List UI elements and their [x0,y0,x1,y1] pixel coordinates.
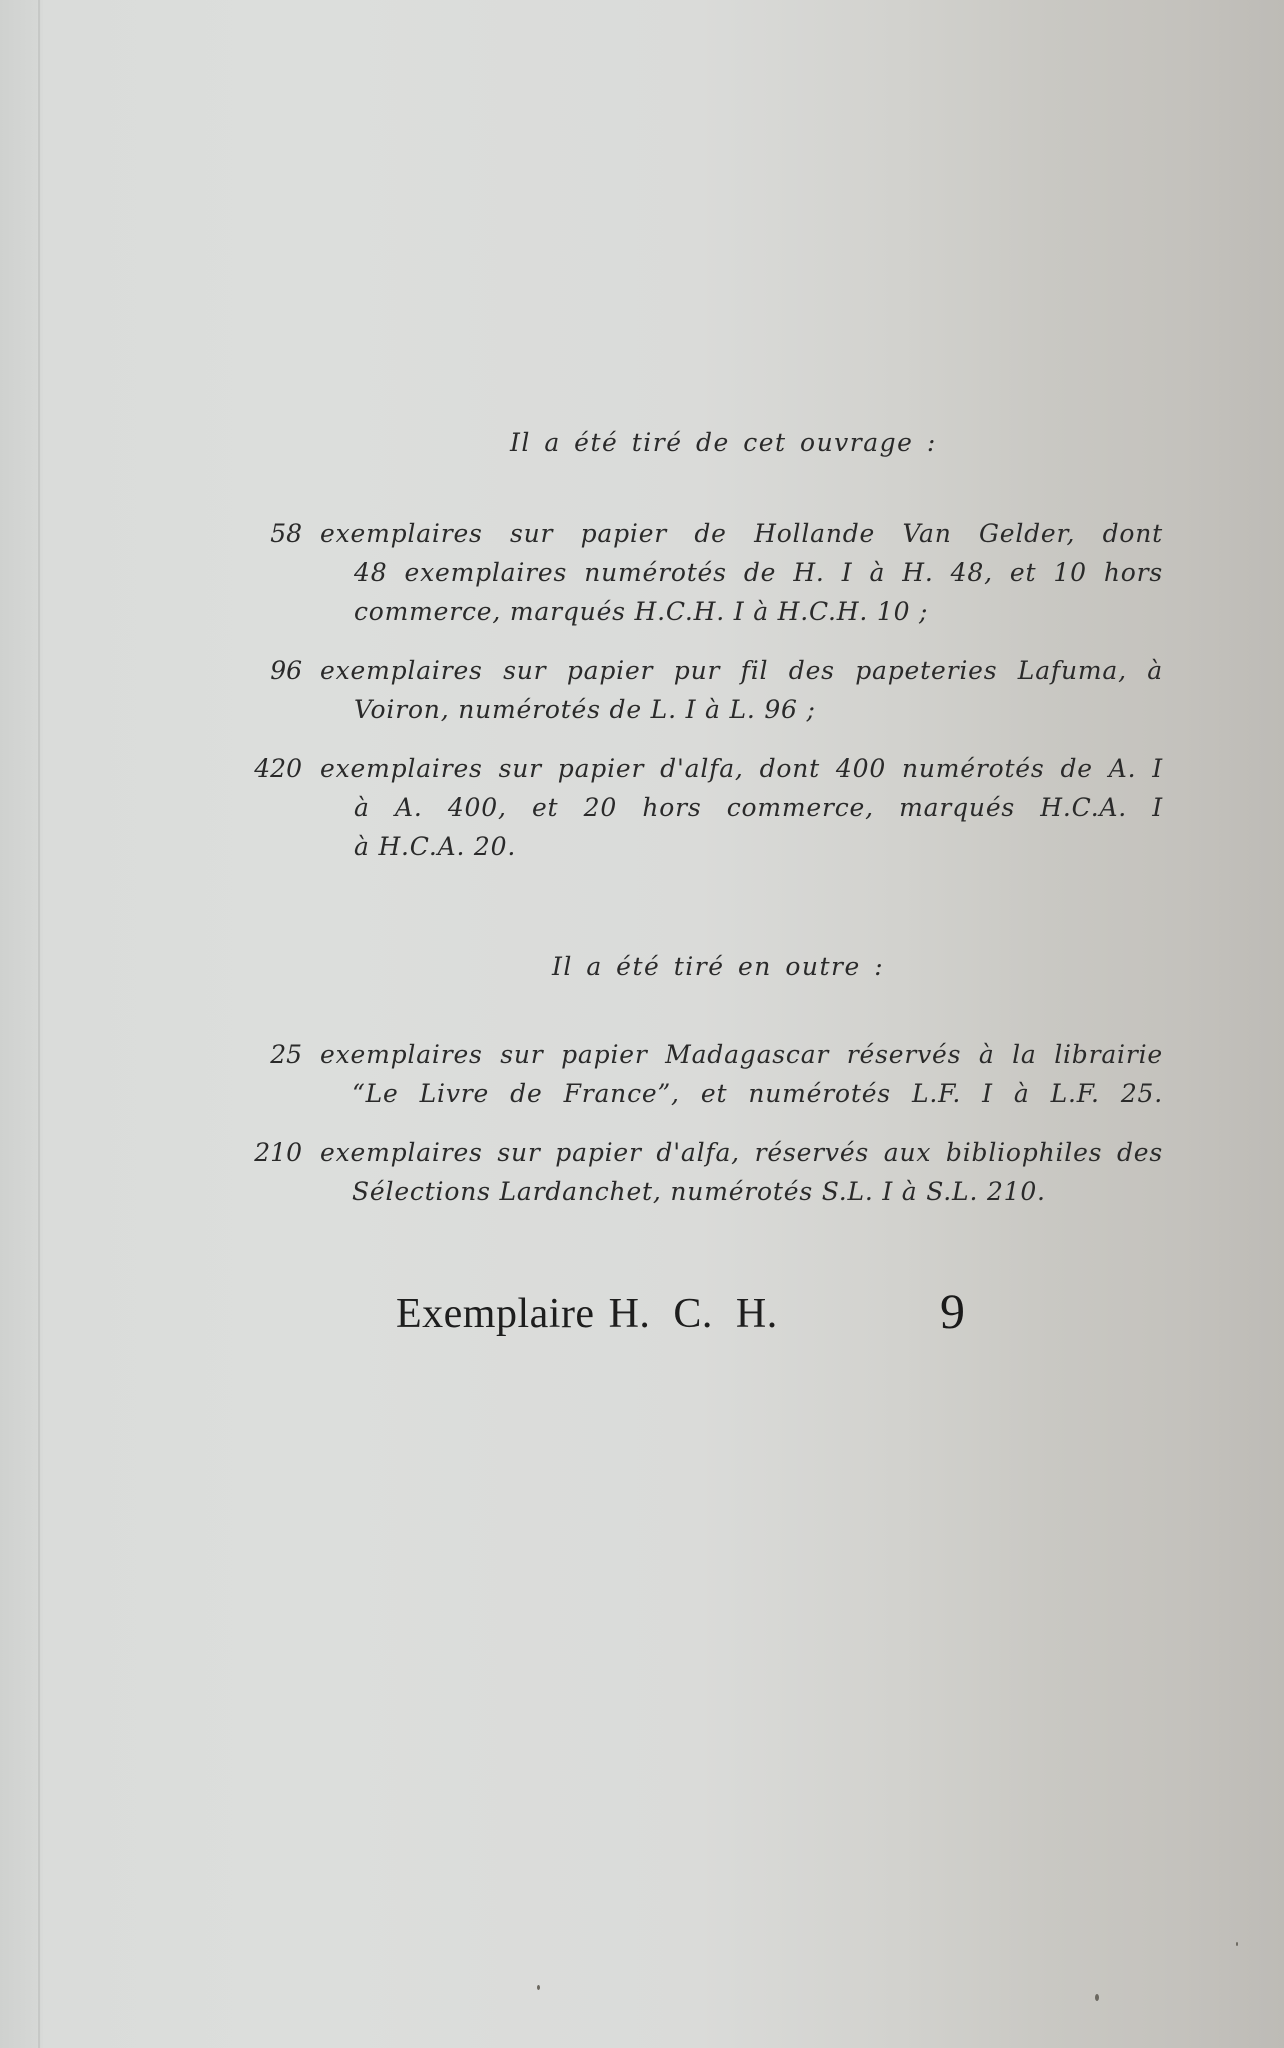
entry-line: exemplaires sur papier pur fil des papeteries Lafuma, à [320,656,1163,685]
entry-line: Voiron, numérotés de L. I à L. 96 ; [354,695,816,724]
entry-count: 96 [270,656,302,685]
copy-number: 9 [940,1283,965,1339]
entry-count: 58 [270,519,302,548]
entry-line: à H.C.A. 20. [354,832,517,861]
copy-mark-series: H. C. H. [608,1291,778,1337]
entry-count: 420 [254,754,302,783]
paper-speck [1095,1994,1099,2001]
entry-line: 48 exemplaires numérotés de H. I à H. 48, et 10 hors [354,558,1163,587]
entry-line: “Le Livre de France”, et numérotés L.F. I à L.F. 25. [352,1079,1163,1108]
section-heading-printing: Il a été tiré de cet ouvrage : [510,428,937,457]
section-heading-additional: Il a été tiré en outre : [552,952,885,981]
entry-line: exemplaires sur papier d'alfa, dont 400 numérotés de A. I [320,754,1163,783]
entry-line: commerce, marqués H.C.H. I à H.C.H. 10 ; [354,597,929,626]
paper-speck [537,1985,540,1990]
entry-count: 210 [254,1138,302,1167]
entry-line: exemplaires sur papier de Hollande Van Gelder, dont [320,519,1163,548]
page-edge-line [38,0,40,2048]
entry-line: à A. 400, et 20 hors commerce, marqués H.C.A. I [354,793,1163,822]
entry-line: Sélections Lardanchet, numérotés S.L. I à S.L. 210. [352,1177,1046,1206]
entry-count: 25 [270,1040,302,1069]
copy-mark-label: Exemplaire [396,1291,595,1337]
entry-line: exemplaires sur papier Madagascar réservés à la librairie [320,1040,1163,1069]
copy-mark [396,1290,778,1338]
entry-line: exemplaires sur papier d'alfa, réservés aux bibliophiles des [320,1138,1163,1167]
paper-speck [1236,1942,1238,1946]
